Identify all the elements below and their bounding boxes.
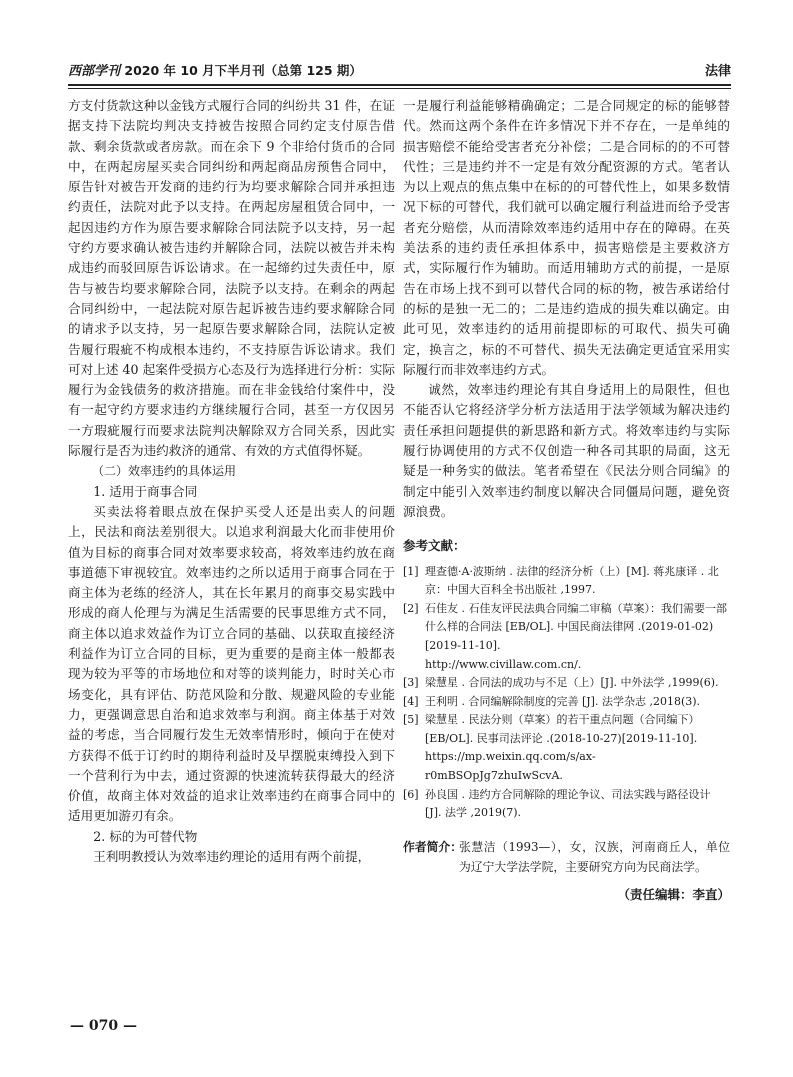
- subsection-heading: 1. 适用于商事合同: [93, 483, 198, 499]
- responsible-editor: （责任编辑：李直）: [617, 886, 730, 902]
- reference-list: [403, 563, 730, 823]
- paragraph: 王利明教授认为效率违约理论的适用有两个前提，: [93, 848, 371, 864]
- header-journal-issue: [68, 60, 362, 79]
- header-rule-thin: [68, 88, 731, 89]
- reference-item: [1] 理查德·A·波斯纳 . 法律的经济分析（上）[M]. 蒋兆康译 . 北京：中国大百科全书出版社 ,1997.: [403, 564, 719, 597]
- reference-item: [4] 王利明 . 合同编解除制度的完善 [J]. 法学杂志 ,2018(3).: [403, 694, 701, 708]
- paragraph: 买卖法将着眼点放在保护买受人还是出卖人的问题上，民法和商法差别很大。以追求利润最大化而非使用价值为目标的商事合同对效率要求较高，将效率违约放在商事道德下审视较宜。效率违约之所以适用于商事合同在于商主体为老练的经济人，其在长年累月的商事交易实践中形成的商人伦理与为满足生活需要的民事思维方式不同，商主体以追求效益作为订立合同的基础、以获取直接经济利益作为订立合同的目标，更为重要的是商主体一般都表现为较为平等的市场地位和对等的谈判能力，时时关心市场变化，具有评估、防范风险和分散、规避风险的专业能力，更强调意思自治和追求效率与利润。商主体基于对效益的考虑，当合同履行发生无效率情形时，倾向于在使对方获得不低于订约时的期待利益时及早摆脱束缚投入到下一个营利行为中去，通过资源的快速流转获得最大的经济价值，故商主体对效益的追求让效率违约在商事合同中的适用更加游刃有余。: [68, 503, 395, 824]
- reference-item: [5] 梁慧星 . 民法分则（草案）的若干重点问题（合同编下）[EB/OL]. 民事司法评论 .(2018-10-27)[2019-11-10]. https://mp.weixin.qq.com/s/ax-r0mBSOpJg7zhuIwScvA.: [403, 711, 730, 785]
- header-rule-thick: [68, 84, 731, 86]
- running-header: [68, 60, 731, 82]
- reference-item: [3] 梁慧星 . 合同法的成功与不足（上）[J]. 中外法学 ,1999(6).: [403, 676, 719, 690]
- section-heading: （二）效率违约的具体运用: [92, 464, 237, 479]
- paragraph: 诚然，效率违约理论有其自身适用上的局限性，但也不能否认它将经济学分析方法适用于法学领域为解决违约责任承担问题提供的新思路和新方式。将效率违约与实际履行协调使用的方式不仅创造一种各司其职的局面，这无疑是一种务实的做法。笔者希望在《民法分则合同编》的制定中能引入效率违约制度以解决合同僵局问题，避免资源浪费。: [403, 382, 730, 519]
- subsection-heading: 2. 标的为可替代物: [93, 828, 198, 844]
- reference-url[interactable]: http://www.civillaw.com.cn/.: [425, 657, 582, 671]
- paragraph: 方支付货款这种以金钱方式履行合同的纠纷共 31 件，在证据支持下法院均判决支持被告按照合同约定支付原告借款、剩余货款或者房款。而在余下 9 个非给付货币的合同中，在两起房屋买卖合同纠纷和两起商品房预售合同中，原告针对被告开发商的违约行为均要求解除合同并承担违约责任，法院对此予以支持。在两起房屋租赁合同中，一起因违约方作为原告要求解除合同法院予以支持，另一起守约方要求确认被告违约并解除合同，法院以被告并未构成违约而驳回原告诉讼请求。在一起缔约过失责任中，原告与被告均要求解除合同，法院予以支持。在剩余的两起合同纠纷中，一起法院对原告起诉被告违约要求解除合同的请求予以支持，另一起原告要求解除合同，法院认定被告履行瑕疵不构成根本违约，不支持原告诉讼请求。我们可对上述 40 起案件受损方心态及行为选择进行分析：实际履行为金钱债务的救济措施。而在非金钱给付案件中，没有一起守约方要求违约方继续履行合同，甚至一方仅因另一方瑕疵履行而要求法院判决解除双方合同关系，因此实际履行是否为违约救济的通常、有效的方式值得怀疑。: [68, 98, 395, 459]
- author-bio-text: 张慧洁（1993—），女，汉族，河南商丘人，单位为辽宁大学法学院，主要研究方向为民商法学。: [459, 839, 730, 874]
- journal-logo: 西部学刊: [68, 64, 121, 79]
- reference-url[interactable]: https://mp.weixin.qq.com/s/ax-r0mBSOpJg7zhuIwScvA.: [425, 750, 596, 783]
- left-column: [68, 96, 395, 926]
- author-bio-label: 作者简介：: [403, 839, 462, 854]
- paragraph: 一是履行利益能够精确确定；二是合同规定的标的能够替代。然而这两个条件在许多情况下并不存在，一是单纯的损害赔偿不能给受害者充分补偿；二是合同标的的不可替代性；三是违约并不一定是有效分配资源的方式。笔者认为以上观点的焦点集中在标的的可替代性上，如果多数情况下标的可替代，我们就可以确定履行利益进而给予受害者充分赔偿，从而清除效率违约适用中存在的障碍。在英美法系的违约责任承担体系中，损害赔偿是主要救济方式，实际履行作为辅助。而适用辅助方式的前提，一是原告在市场上找不到可以替代合同的标的物，被告承诺给付的标的是独一无二的；二是违约造成的损失难以确定。由此可见，效率违约的适用前提即标的可取代、损失可确定，换言之，标的不可替代、损失无法确定更适宜采用实际履行而非效率违约方式。: [403, 98, 730, 377]
- reference-item: [6] 孙良国 . 违约方合同解除的理论争议、司法实践与路径设计 [J]. 法学 ,2019(7).: [403, 787, 711, 820]
- page-number: — 070 —: [70, 1018, 137, 1034]
- reference-item: [2] 石佳友 . 石佳友评民法典合同编二审稿（草案）：我们需要一部什么样的合同法 [EB/OL]. 中国民商法律网 .(2019-01-02)[2019-11-10]. http://www.civillaw.com.cn/.: [403, 600, 730, 674]
- right-column: [403, 96, 730, 931]
- section-label: 法律: [704, 64, 731, 79]
- issue-info: 2020 年 10 月下半月刊（总第 125 期）: [124, 63, 362, 78]
- references-title: 参考文献：: [403, 538, 466, 554]
- author-bio: [403, 837, 730, 877]
